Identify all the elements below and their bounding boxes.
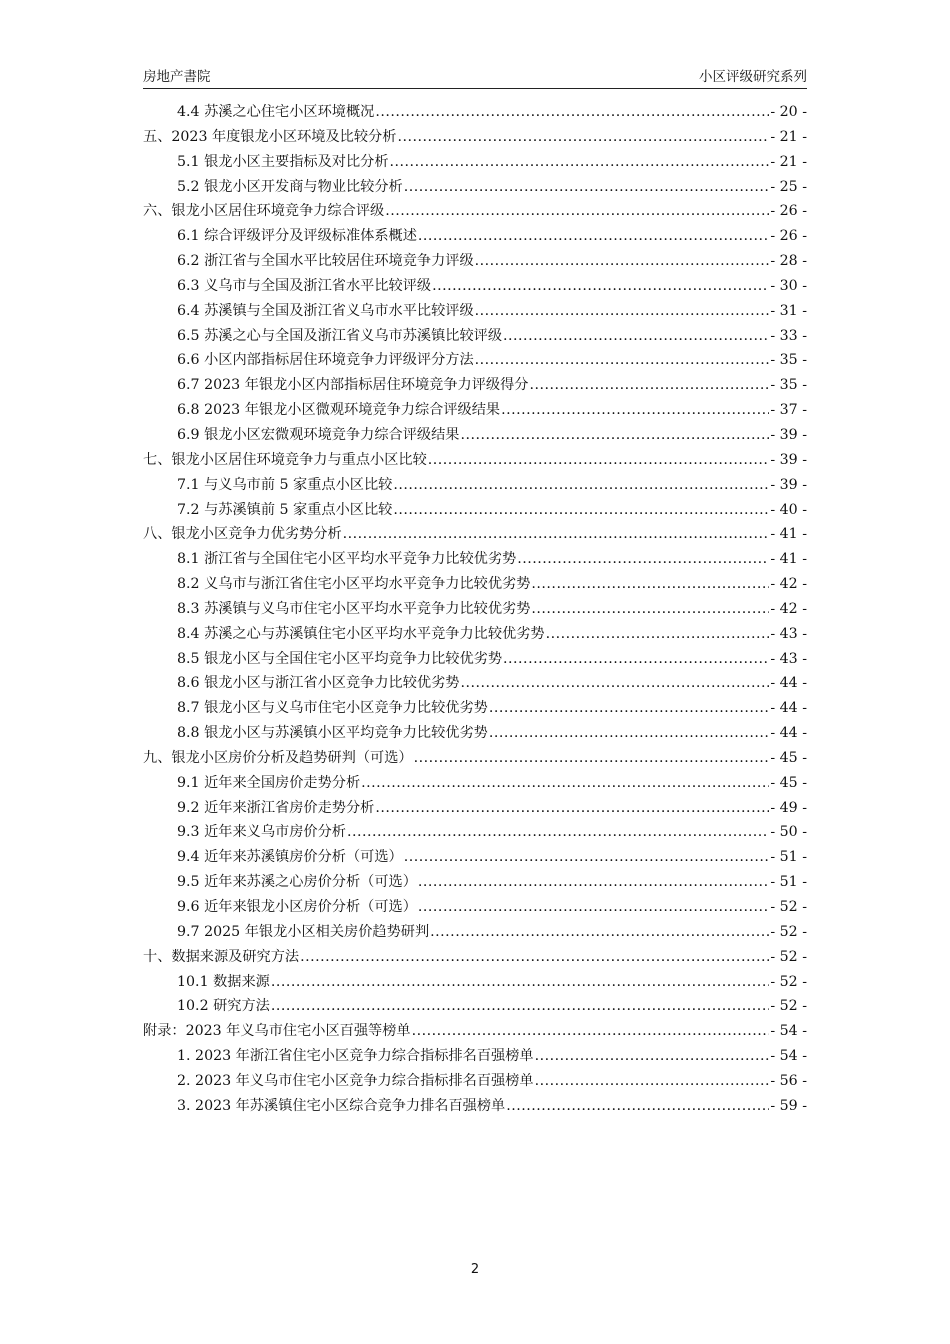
toc-entry-title: 附录：2023 年义乌市住宅小区百强等榜单 xyxy=(143,1023,411,1040)
toc-entry-page: - 54 - xyxy=(770,1048,807,1065)
toc-leader-dots xyxy=(535,1069,770,1094)
toc-entry-page: - 40 - xyxy=(770,501,807,518)
toc-entry-title: 8.2 义乌市与浙江省住宅小区平均水平竞争力比较优劣势 xyxy=(177,576,531,593)
toc-entry-page: - 33 - xyxy=(770,327,807,344)
toc-entry-title: 6.4 苏溪镇与全国及浙江省义乌市水平比较评级 xyxy=(177,302,474,319)
toc-leader-dots xyxy=(271,994,769,1019)
toc-entry-title: 8.4 苏溪之心与苏溪镇住宅小区平均水平竞争力比较优劣势 xyxy=(177,625,545,642)
toc-entry-page: - 43 - xyxy=(770,625,807,642)
toc-entry-page: - 44 - xyxy=(770,700,807,717)
toc-subentry[interactable] xyxy=(143,498,807,523)
toc-entry-title: 1. 2023 年浙江省住宅小区竞争力综合指标排名百强榜单 xyxy=(177,1048,534,1065)
toc-entry-page: - 52 - xyxy=(770,948,807,965)
toc-subentry[interactable] xyxy=(143,150,807,175)
toc-subentry[interactable] xyxy=(143,970,807,995)
toc-leader-dots xyxy=(404,845,770,870)
toc-entry-page: - 42 - xyxy=(770,576,807,593)
toc-leader-dots xyxy=(535,1044,770,1069)
toc-entry[interactable] xyxy=(143,1019,807,1044)
toc-leader-dots xyxy=(393,498,769,523)
toc-entry-title: 8.8 银龙小区与苏溪镇小区平均竞争力比较优劣势 xyxy=(177,725,488,742)
toc-subentry[interactable] xyxy=(143,721,807,746)
toc-subentry[interactable] xyxy=(143,398,807,423)
toc-subentry[interactable] xyxy=(143,845,807,870)
toc-leader-dots xyxy=(546,622,770,647)
toc-entry-title: 2. 2023 年义乌市住宅小区竞争力综合指标排名百强榜单 xyxy=(177,1072,534,1089)
toc-leader-dots xyxy=(385,199,769,224)
toc-entry-title: 8.1 浙江省与全国住宅小区平均水平竞争力比较优劣势 xyxy=(177,551,517,568)
toc-subentry[interactable] xyxy=(143,696,807,721)
toc-leader-dots xyxy=(418,224,769,249)
toc-entry-page: - 39 - xyxy=(770,451,807,468)
toc-entry-title: 6.3 义乌市与全国及浙江省水平比较评级 xyxy=(177,277,432,294)
toc-entry-title: 5.1 银龙小区主要指标及对比分析 xyxy=(177,153,389,170)
toc-leader-dots xyxy=(300,945,769,970)
toc-subentry[interactable] xyxy=(143,771,807,796)
toc-subentry[interactable] xyxy=(143,1094,807,1119)
toc-subentry[interactable] xyxy=(143,895,807,920)
toc-entry-page: - 51 - xyxy=(770,874,807,891)
toc-entry-page: - 30 - xyxy=(770,277,807,294)
toc-entry[interactable] xyxy=(143,945,807,970)
toc-subentry[interactable] xyxy=(143,622,807,647)
toc-subentry[interactable] xyxy=(143,1044,807,1069)
toc-entry-page: - 21 - xyxy=(770,153,807,170)
toc-entry-page: - 35 - xyxy=(770,352,807,369)
toc-entry-title: 6.1 综合评级评分及评级标准体系概述 xyxy=(177,228,417,245)
toc-entry-page: - 21 - xyxy=(770,128,807,145)
toc-entry-page: - 20 - xyxy=(770,104,807,120)
toc-leader-dots xyxy=(428,448,770,473)
toc-leader-dots xyxy=(460,671,769,696)
toc-subentry[interactable] xyxy=(143,1069,807,1094)
toc-entry-title: 7.1 与义乌市前 5 家重点小区比较 xyxy=(177,476,393,493)
toc-entry-page: - 51 - xyxy=(770,849,807,866)
toc-entry-title: 9.4 近年来苏溪镇房价分析（可选） xyxy=(177,849,403,866)
toc-subentry[interactable] xyxy=(143,274,807,299)
toc-subentry[interactable] xyxy=(143,994,807,1019)
toc-entry-page: - 25 - xyxy=(770,178,807,195)
toc-entry-title: 9.7 2025 年银龙小区相关房价趋势研判 xyxy=(177,923,430,940)
toc-leader-dots xyxy=(506,1094,769,1119)
toc-subentry[interactable] xyxy=(143,597,807,622)
toc-leader-dots xyxy=(475,299,770,324)
toc-subentry[interactable] xyxy=(143,249,807,274)
toc-leader-dots xyxy=(343,522,770,547)
toc-entry-page: - 39 - xyxy=(770,476,807,493)
toc-entry-page: - 28 - xyxy=(770,253,807,270)
toc-entry-page: - 42 - xyxy=(770,600,807,617)
toc-entry[interactable] xyxy=(143,746,807,771)
toc-leader-dots xyxy=(503,647,769,672)
toc-leader-dots xyxy=(361,771,769,796)
toc-subentry[interactable] xyxy=(143,547,807,572)
toc-entry-title: 10.2 研究方法 xyxy=(177,998,270,1015)
toc-entry-title: 6.6 小区内部指标居住环境竞争力评级评分方法 xyxy=(177,352,474,369)
toc-subentry[interactable] xyxy=(143,373,807,398)
toc-entry-page: - 26 - xyxy=(770,203,807,220)
toc-entry-page: - 59 - xyxy=(770,1097,807,1114)
toc-leader-dots xyxy=(432,274,769,299)
toc-subentry[interactable] xyxy=(143,671,807,696)
toc-entry-page: - 41 - xyxy=(770,551,807,568)
toc-entry-page: - 52 - xyxy=(770,998,807,1015)
toc-entry-title: 六、银龙小区居住环境竞争力综合评级 xyxy=(143,203,385,220)
toc-entry[interactable] xyxy=(143,199,807,224)
toc-entry-page: - 56 - xyxy=(770,1072,807,1089)
toc-leader-dots xyxy=(529,373,769,398)
toc-leader-dots xyxy=(460,423,769,448)
toc-subentry[interactable] xyxy=(143,920,807,945)
toc-leader-dots xyxy=(531,572,769,597)
toc-leader-dots xyxy=(531,597,769,622)
toc-entry-title: 9.6 近年来银龙小区房价分析（可选） xyxy=(177,899,417,915)
toc-leader-dots xyxy=(271,970,769,995)
toc-subentry[interactable] xyxy=(143,647,807,672)
toc-entry-title: 6.2 浙江省与全国水平比较居住环境竞争力评级 xyxy=(177,253,474,270)
toc-subentry[interactable] xyxy=(143,175,807,200)
toc-entry-title: 七、银龙小区居住环境竞争力与重点小区比较 xyxy=(143,451,427,468)
toc-subentry[interactable] xyxy=(143,299,807,324)
toc-entry-title: 8.3 苏溪镇与义乌市住宅小区平均水平竞争力比较优劣势 xyxy=(177,600,531,617)
toc-entry-title: 7.2 与苏溪镇前 5 家重点小区比较 xyxy=(177,501,393,518)
toc-entry-title: 9.2 近年来浙江省房价走势分析 xyxy=(177,799,375,816)
toc-subentry[interactable] xyxy=(143,100,807,125)
toc-entry-title: 十、数据来源及研究方法 xyxy=(143,948,300,965)
toc-entry-title: 3. 2023 年苏溪镇住宅小区综合竞争力排名百强榜单 xyxy=(177,1097,506,1114)
toc-entry-title: 8.5 银龙小区与全国住宅小区平均竞争力比较优劣势 xyxy=(177,650,503,667)
toc-entry-page: - 31 - xyxy=(770,302,807,319)
toc-leader-dots xyxy=(475,249,770,274)
toc-entry-page: - 45 - xyxy=(770,774,807,791)
toc-entry-page: - 43 - xyxy=(770,650,807,667)
toc-entry-title: 五、2023 年度银龙小区环境及比较分析 xyxy=(143,128,397,145)
toc-leader-dots xyxy=(414,746,770,771)
toc-leader-dots xyxy=(347,820,769,845)
toc-entry[interactable] xyxy=(143,522,807,547)
toc-subentry[interactable] xyxy=(143,870,807,895)
toc-leader-dots xyxy=(489,721,770,746)
page-number: 2 xyxy=(470,1262,480,1277)
toc-entry[interactable] xyxy=(143,125,807,150)
toc-subentry[interactable] xyxy=(143,224,807,249)
toc-leader-dots xyxy=(375,100,769,125)
toc-entry[interactable] xyxy=(143,448,807,473)
toc-entry-title: 9.3 近年来义乌市房价分析 xyxy=(177,824,346,841)
toc-leader-dots xyxy=(475,348,770,373)
toc-entry-title: 9.1 近年来全国房价走势分析 xyxy=(177,774,361,791)
page-header xyxy=(143,66,807,89)
toc-entry-title: 6.7 2023 年银龙小区内部指标居住环境竞争力评级得分 xyxy=(177,377,529,394)
toc-entry-page: - 54 - xyxy=(770,1023,807,1040)
toc-entry-page: - 37 - xyxy=(770,402,807,419)
toc-leader-dots xyxy=(430,920,769,945)
toc-entry-title: 6.5 苏溪之心与全国及浙江省义乌市苏溪镇比较评级 xyxy=(177,327,503,344)
toc-entry-title: 八、银龙小区竞争力优劣势分析 xyxy=(143,526,342,543)
toc-entry-title: 6.9 银龙小区宏微观环境竞争力综合评级结果 xyxy=(177,426,460,443)
toc-leader-dots xyxy=(390,150,770,175)
toc-entry-title: 9.5 近年来苏溪之心房价分析（可选） xyxy=(177,874,417,891)
toc-subentry[interactable] xyxy=(143,348,807,373)
toc-entry-title: 8.6 银龙小区与浙江省小区竞争力比较优劣势 xyxy=(177,675,460,692)
toc-entry-title: 10.1 数据来源 xyxy=(177,973,270,990)
toc-entry-title: 4.4 苏溪之心住宅小区环境概况 xyxy=(177,104,375,120)
toc-entry-page: - 44 - xyxy=(770,725,807,742)
toc-leader-dots xyxy=(501,398,769,423)
header-right-text: 小区评级研究系列 xyxy=(699,69,807,85)
toc-subentry[interactable] xyxy=(143,324,807,349)
toc-leader-dots xyxy=(397,125,769,150)
toc-leader-dots xyxy=(404,175,770,200)
toc-leader-dots xyxy=(418,895,769,920)
toc-entry-title: 九、银龙小区房价分析及趋势研判（可选） xyxy=(143,749,413,766)
toc-entry-title: 6.8 2023 年银龙小区微观环境竞争力综合评级结果 xyxy=(177,402,501,419)
toc-leader-dots xyxy=(503,324,769,349)
toc-entry-page: - 49 - xyxy=(770,799,807,816)
toc-subentry[interactable] xyxy=(143,796,807,821)
toc-leader-dots xyxy=(412,1019,770,1044)
toc-leader-dots xyxy=(375,796,769,821)
header-left-text: 房地产書院 xyxy=(143,69,211,85)
toc-entry-page: - 52 - xyxy=(770,973,807,990)
toc-subentry[interactable] xyxy=(143,473,807,498)
toc-entry-page: - 52 - xyxy=(770,923,807,940)
toc-entry-page: - 41 - xyxy=(770,526,807,543)
toc-entry-page: - 39 - xyxy=(770,426,807,443)
toc-leader-dots xyxy=(517,547,769,572)
toc-entry-page: - 35 - xyxy=(770,377,807,394)
toc-entry-title: 5.2 银龙小区开发商与物业比较分析 xyxy=(177,178,403,195)
toc-entry-page: - 44 - xyxy=(770,675,807,692)
toc-subentry[interactable] xyxy=(143,820,807,845)
toc-entry-title: 8.7 银龙小区与义乌市住宅小区竞争力比较优劣势 xyxy=(177,700,488,717)
toc-leader-dots xyxy=(393,473,769,498)
toc-entry-page: - 45 - xyxy=(770,749,807,766)
toc-subentry[interactable] xyxy=(143,423,807,448)
toc-entry-page: - 50 - xyxy=(770,824,807,841)
toc-leader-dots xyxy=(489,696,770,721)
table-of-contents xyxy=(143,100,807,1119)
toc-leader-dots xyxy=(418,870,769,895)
toc-entry-page: - 52 - xyxy=(770,899,807,915)
toc-entry-page: - 26 - xyxy=(770,228,807,245)
toc-subentry[interactable] xyxy=(143,572,807,597)
